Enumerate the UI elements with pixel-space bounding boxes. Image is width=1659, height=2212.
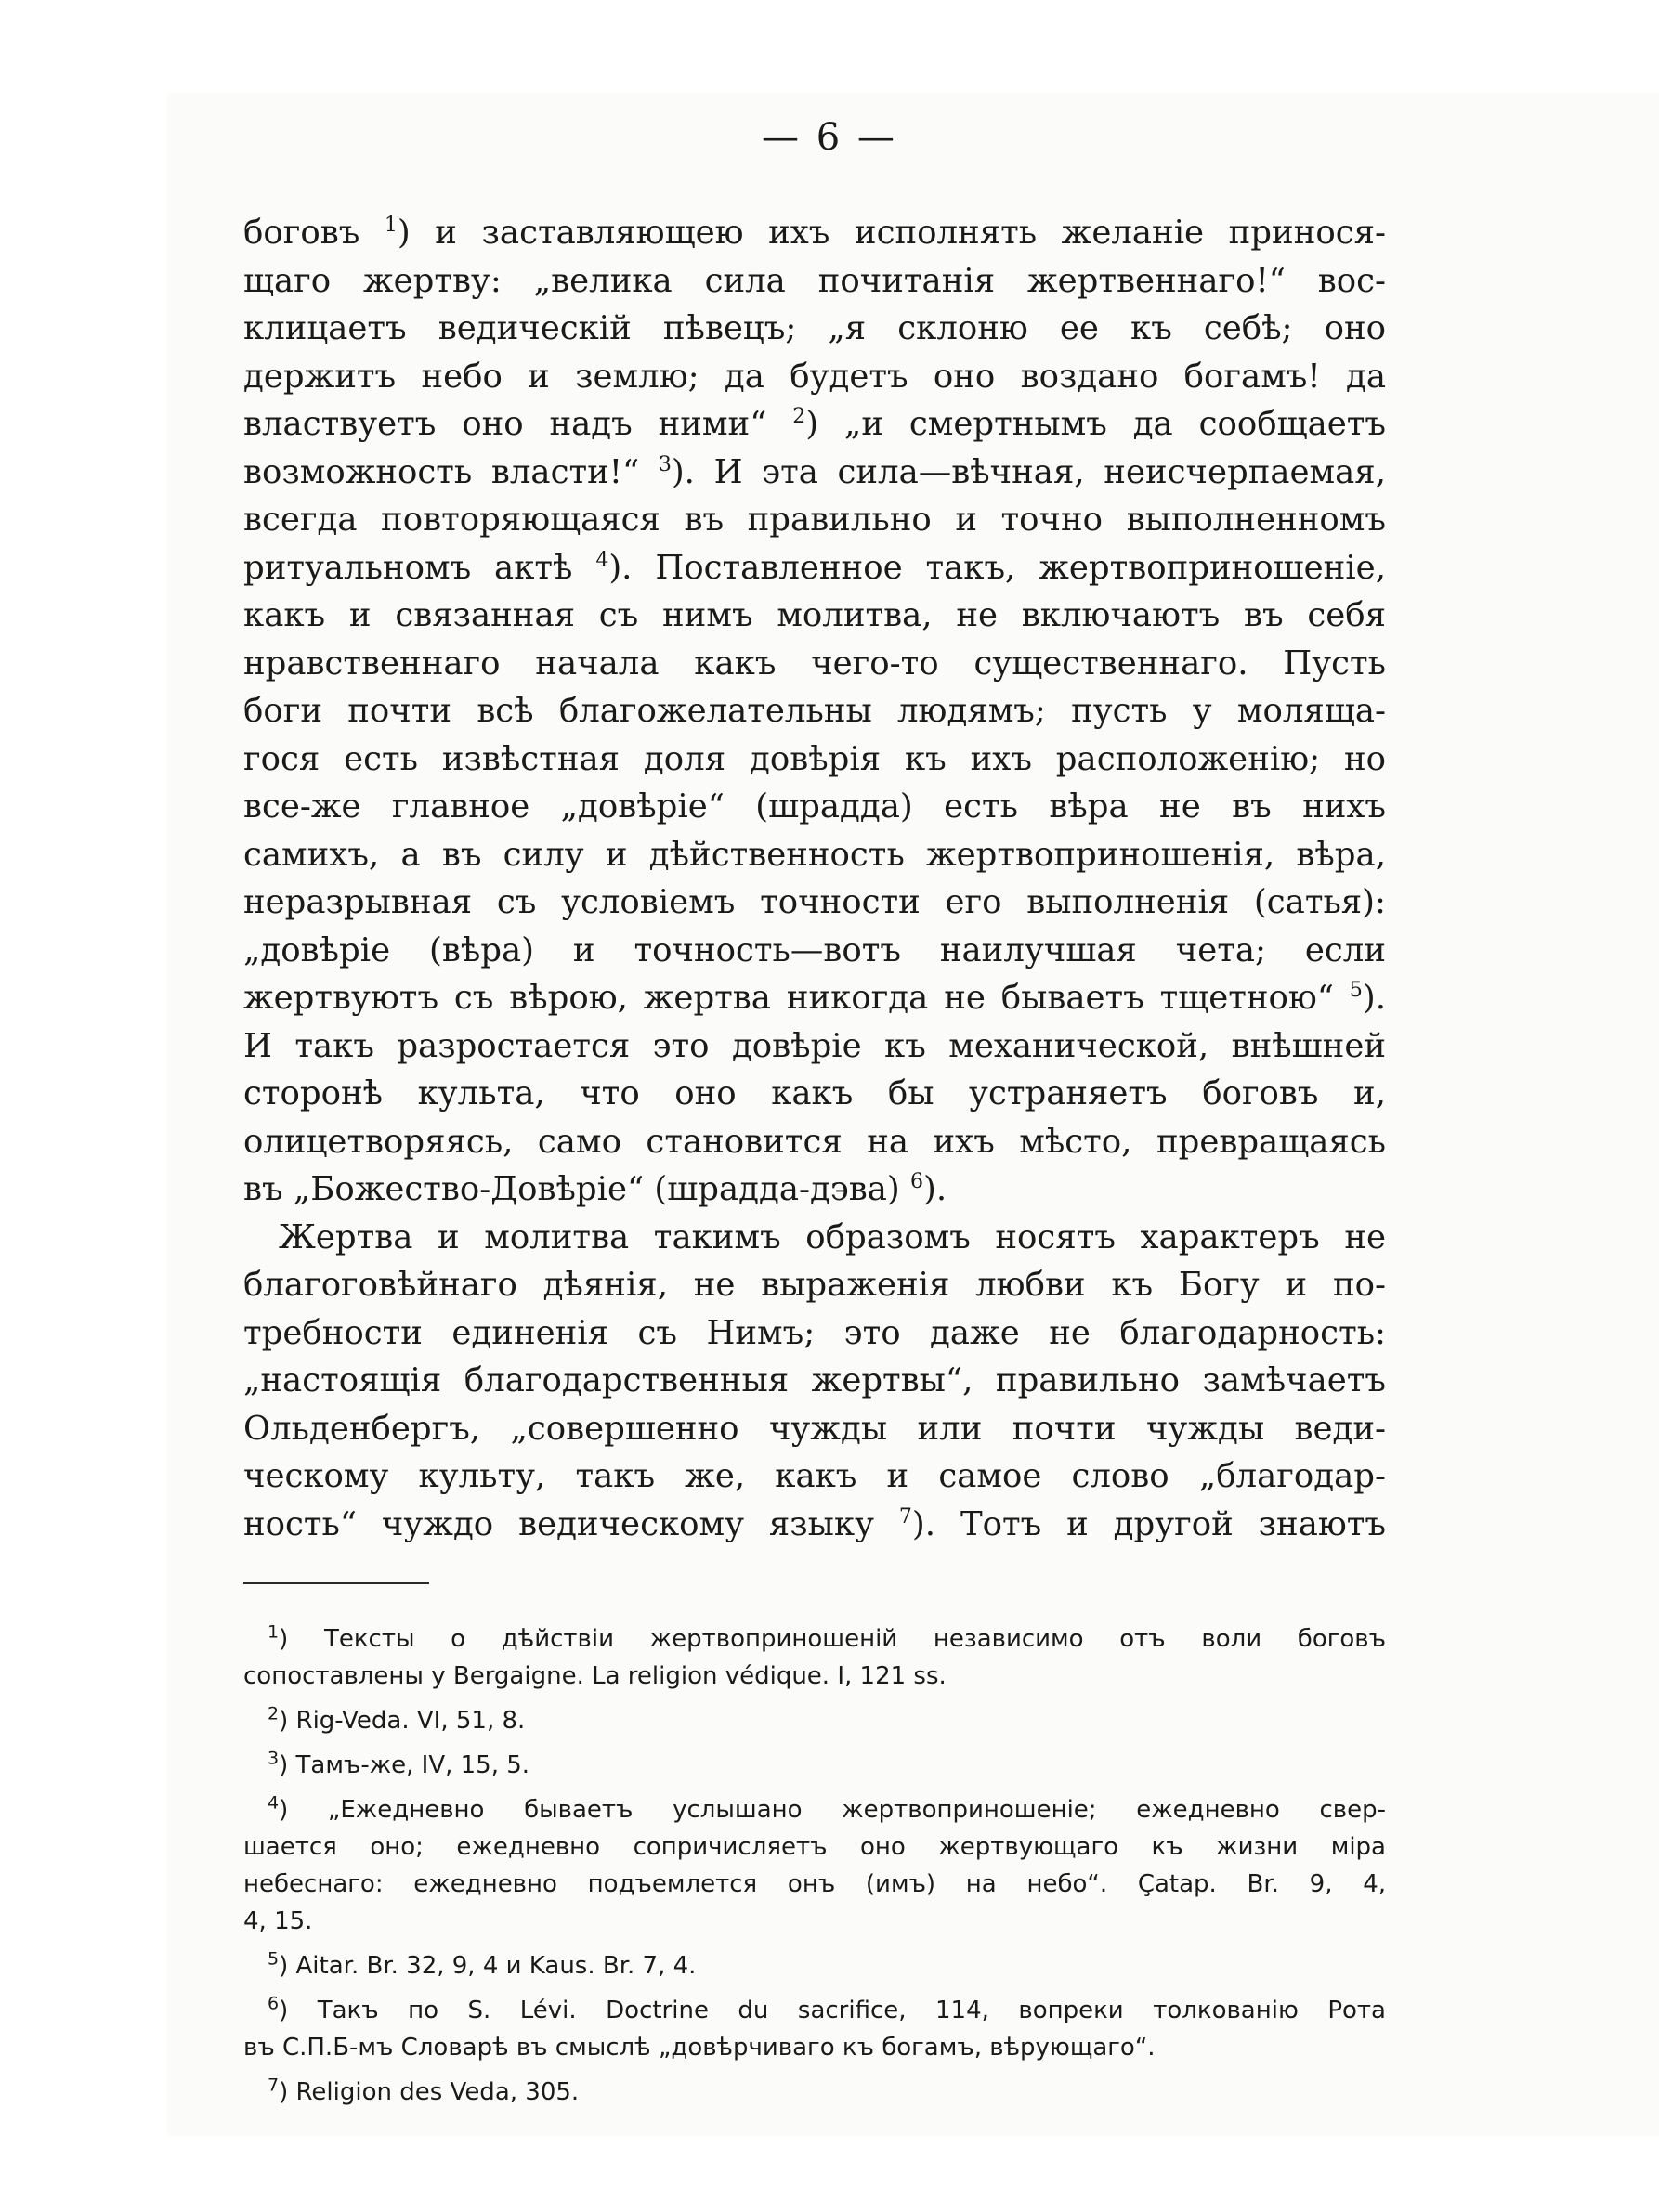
footnote-line [243, 1947, 1386, 1984]
body-line [243, 1214, 1386, 1262]
line-text: требности единенія съ Нимъ; это даже не благодарность: [243, 1313, 1386, 1352]
body-line [243, 1452, 1386, 1501]
footnote-marker-paren: ) [279, 2078, 296, 2106]
footnote-marker-paren: ) [279, 1625, 324, 1653]
footnote-text: шается оно; ежедневно сопричисляетъ оно жертвующаго къ жизни міра [243, 1833, 1386, 1861]
footnote-line [243, 1992, 1386, 2029]
body-line [243, 400, 1386, 449]
footnote-marker: 7 [268, 2075, 280, 2096]
footnote-text: Religion des Veda, 305. [295, 2078, 580, 2106]
body-line [243, 927, 1386, 975]
body-line [243, 1165, 1386, 1214]
footnote-marker: 6 [268, 1993, 280, 2014]
footnote-7 [243, 2074, 1386, 2111]
line-text: какъ и связанная съ нимъ молитва, не включаютъ въ себя [243, 596, 1386, 634]
line-text: ). [923, 1170, 947, 1208]
line-text: благоговѣйнаго дѣянія, не выраженія любви къ Богу и по- [243, 1266, 1386, 1304]
line-text: ). [1362, 979, 1386, 1017]
body-line [243, 257, 1386, 306]
footnote-6 [243, 1992, 1386, 2066]
page-number: — 6 — [762, 116, 897, 159]
footnote-line [243, 2029, 1386, 2066]
line-text: ритуальномъ актѣ [243, 548, 596, 587]
line-text: нравственнаго начала какъ чего-то существеннаго. Пусть [243, 644, 1386, 683]
footnote-marker-paren: ) [279, 1952, 296, 1980]
footnote-reference[interactable]: 3 [658, 452, 672, 476]
line-text: въ „Божество-Довѣріе“ (шрадда-дэва) [243, 1170, 911, 1208]
footnote-line [243, 1747, 1386, 1784]
line-text: ). Тотъ и другой знаютъ [911, 1504, 1386, 1543]
body-line [243, 783, 1386, 831]
footnote-text: „Ежедневно бываетъ услышано жертвоприношеніе; ежедневно свер- [327, 1796, 1386, 1824]
body-line [243, 735, 1386, 784]
footnote-reference[interactable]: 1 [384, 214, 398, 238]
line-text: всегда повторяющаяся въ правильно и точно выполненномъ [243, 501, 1386, 539]
footnote-line [243, 2074, 1386, 2111]
footnote-text: Тамъ-же, IV, 15, 5. [295, 1751, 530, 1779]
footnote-marker-paren: ) [279, 1997, 318, 2024]
body-line [243, 974, 1386, 1022]
footnote-marker: 3 [268, 1748, 280, 1769]
body-line [243, 640, 1386, 688]
footnote-5 [243, 1947, 1386, 1984]
line-text: жертвуютъ съ вѣрою, жертва никогда не бываетъ тщетною“ [243, 979, 1350, 1017]
footnote-marker-paren: ) [279, 1751, 296, 1779]
footnote-line [243, 1702, 1386, 1739]
body-line [243, 449, 1386, 497]
body-line [243, 1118, 1386, 1166]
line-text: неразрывная съ условіемъ точности его выполненія (сатья): [243, 883, 1386, 921]
footnote-text: Rig-Veda. VI, 51, 8. [295, 1707, 526, 1735]
footnote-line [243, 1828, 1386, 1866]
body-line [243, 878, 1386, 927]
line-text: гося есть извѣстная доля довѣрія къ ихъ расположенію; но [243, 739, 1386, 778]
footnote-marker-paren: ) [279, 1707, 296, 1735]
line-text: самихъ, а въ силу и дѣйственность жертвоприношенія, вѣра, [243, 835, 1386, 874]
footnote-marker: 4 [268, 1792, 280, 1814]
line-text: ) и заставляющею ихъ исполнять желаніе принося- [397, 214, 1386, 252]
body-line [243, 544, 1386, 592]
line-text: Жертва и молитва такимъ образомъ носятъ характеръ не [279, 1217, 1386, 1256]
line-text: щаго жертву: „велика сила почитанія жертвеннаго!“ вос- [243, 261, 1386, 300]
body-line [243, 831, 1386, 879]
body-line [243, 305, 1386, 353]
line-text: ) „и смертнымъ да сообщаетъ [805, 405, 1386, 443]
footnote-line [243, 1791, 1386, 1828]
footnote-text: въ С.П.Б-мъ Словарѣ въ смыслѣ „довѣрчиваго къ богамъ, вѣрующаго“. [243, 2034, 1156, 2062]
footnote-1 [243, 1620, 1386, 1695]
line-text: Ольденбергъ, „совершенно чужды или почти чужды веди- [243, 1409, 1386, 1448]
body-line [243, 1357, 1386, 1405]
body-line [243, 209, 1386, 257]
footnote-reference[interactable]: 5 [1349, 979, 1363, 1003]
footnote-2 [243, 1702, 1386, 1739]
line-text: И такъ разростается это довѣріе къ механической, внѣшней [243, 1026, 1386, 1065]
footnote-marker-paren: ) [279, 1796, 328, 1824]
body-line [243, 1022, 1386, 1071]
line-text: ). Поставленное такъ, жертвоприношеніе, [608, 548, 1386, 587]
line-text: ческому культу, такъ же, какъ и самое слово „благодар- [243, 1457, 1386, 1495]
footnote-text: Aitar. Br. 32, 9, 4 и Kaus. Br. 7, 4. [295, 1952, 697, 1980]
line-text: боги почти всѣ благожелательны людямъ; пусть у моляща- [243, 692, 1386, 730]
footnote-text: небеснаго: ежедневно подъемлется онъ (имъ) на небо“. Çatap. Br. 9, 4, [243, 1870, 1386, 1898]
line-text: „настоящія благодарственныя жертвы“, правильно замѣчаетъ [243, 1361, 1386, 1399]
footnote-text: 4, 15. [243, 1907, 313, 1935]
body-line [243, 1309, 1386, 1358]
line-text: все-же главное „довѣріе“ (шрадда) есть вѣра не въ нихъ [243, 787, 1386, 826]
footnote-3 [243, 1747, 1386, 1784]
body-line [243, 687, 1386, 735]
body-line [243, 1261, 1386, 1309]
footnote-text: Такъ по S. Lévi. Doctrine du sacrifice, 114, вопреки толкованію Рота [317, 1997, 1386, 2024]
line-text: ность“ чуждо ведическому языку [243, 1504, 899, 1543]
body-line [243, 1405, 1386, 1453]
body-line [243, 1501, 1386, 1549]
line-text: возможность власти!“ [243, 452, 659, 491]
footnotes [243, 1620, 1386, 2118]
line-text: держитъ небо и землю; да будетъ оно воздано богамъ! да [243, 357, 1386, 396]
footnote-reference[interactable]: 7 [898, 1504, 912, 1529]
line-text: „довѣріе (вѣра) и точность—вотъ наилучшая чета; если [243, 930, 1386, 969]
footnote-text: Тексты о дѣйствіи жертвоприношеній независимо отъ воли боговъ [323, 1625, 1386, 1653]
footnote-reference[interactable]: 2 [792, 405, 806, 429]
footnote-text: сопоставлены у Bergaigne. La religion védique. I, 121 ss. [243, 1662, 947, 1690]
line-text: ). И эта сила—вѣчная, неисчерпаемая, [671, 452, 1386, 491]
line-text: олицетворяясь, само становится на ихъ мѣсто, превращаясь [243, 1122, 1386, 1161]
footnote-line [243, 1866, 1386, 1903]
footnote-line [243, 1903, 1386, 1940]
body-text [243, 209, 1386, 1548]
footnote-reference[interactable]: 4 [595, 548, 609, 572]
body-line [243, 496, 1386, 544]
body-line [243, 1070, 1386, 1118]
footnote-4 [243, 1791, 1386, 1940]
footnote-marker: 1 [268, 1621, 280, 1643]
footnote-line [243, 1658, 1386, 1695]
line-text: клицаетъ ведическій пѣвецъ; „я склоню ее къ себѣ; оно [243, 309, 1386, 347]
line-text: властвуетъ оно надъ ними“ [243, 405, 793, 443]
footnote-marker: 5 [268, 1948, 280, 1970]
line-text: боговъ [243, 214, 385, 252]
body-line [243, 353, 1386, 401]
line-text: сторонѣ культа, что оно какъ бы устраняетъ боговъ и, [243, 1074, 1386, 1113]
footnote-line [243, 1620, 1386, 1658]
footnote-marker: 2 [268, 1703, 280, 1724]
footnote-separator [243, 1582, 429, 1584]
body-line [243, 592, 1386, 640]
footnote-reference[interactable]: 6 [910, 1170, 924, 1194]
